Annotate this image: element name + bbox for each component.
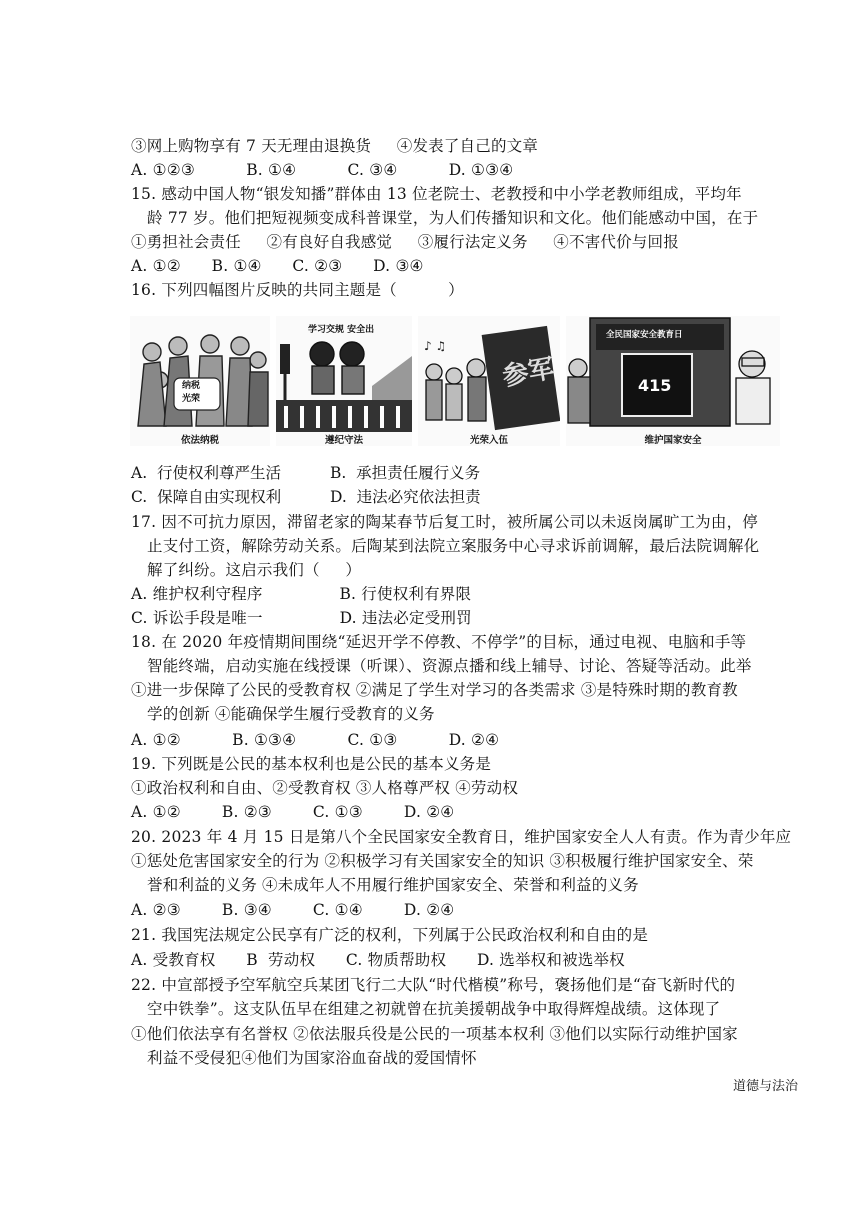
text-line-b-1: 止支付工资，解除劳动关系。后陶某到法院立案服务中心寻求诉前调解，最后法院调解化 <box>147 537 760 555</box>
text-line-b-0: 17. 因不可抗力原因，滞留老家的陶某春节后复工时，被所属公司以未返岗属旷工为由，停 <box>131 513 758 531</box>
text-line-b-2: 解了纠纷。这启示我们（ ） <box>147 561 362 579</box>
badge-415: 415 <box>638 376 672 395</box>
text-line-b-13: 20. 2023 年 4 月 15 日是第八个全民国家安全教育日，维护国家安全人人有责。作为青少年应 <box>131 828 792 846</box>
caption-traffic: 遵纪守法 <box>324 435 363 446</box>
q16-option-c: C. 保障自由实现权利 <box>131 488 282 506</box>
text-line-2: 15. 感动中国人物“银发知播”群体由 13 位老院士、老教授和中小学老教师组成，平均年 <box>131 185 742 203</box>
text-line-b-11: ①政治权利和自由、②受教育权 ③人格尊严权 ④劳动权 <box>131 779 519 797</box>
security-panel-tag: 全民国家安全教育日 <box>606 330 683 340</box>
q16-panel-tax <box>130 316 270 446</box>
text-line-b-8: 学的创新 ④能确保学生履行受教育的义务 <box>147 705 435 723</box>
text-line-b-21: ①他们依法享有名誉权 ②依法服兵役是公民的一项基本权利 ③他们以实际行动维护国家 <box>131 1025 738 1043</box>
traffic-panel-tag: 学习交规 安全出 <box>308 325 375 335</box>
tax-panel-tag: 纳税 光荣 <box>182 381 201 404</box>
text-line-b-10: 19. 下列既是公民的基本权利也是公民的基本义务是 <box>131 755 492 773</box>
q16-option-b: B. 承担责任履行义务 <box>330 464 481 482</box>
text-line-b-18: A. 受教育权 B 劳动权 C. 物质帮助权 D. 选举权和被选举权 <box>131 951 625 969</box>
text-line-3: 龄 77 岁。他们把短视频变成科普课堂，为人们传播知识和文化。他们能感动中国，在于 <box>147 209 759 227</box>
q16-panel-security <box>566 316 780 446</box>
caption-tax: 依法纳税 <box>180 435 219 446</box>
enlist-panel-tag: 参军 <box>500 353 557 393</box>
q16-option-a: A. 行使权利尊严生活 <box>131 464 281 482</box>
caption-security: 维护国家安全 <box>644 435 702 446</box>
text-line-b-5: 18. 在 2020 年疫情期间围绕“延迟开学不停教、不停学”的目标，通过电视、电脑和手等 <box>131 633 747 651</box>
text-line-b-4: C. 诉讼手段是唯一 D. 违法必定受刑罚 <box>131 609 472 627</box>
q16-panel-traffic <box>276 316 412 446</box>
text-line-b-22: 利益不受侵犯④他们为国家浴血奋战的爱国情怀 <box>147 1049 477 1067</box>
text-line-1: A. ①②③ B. ①④ C. ③④ D. ①③④ <box>131 161 514 179</box>
subject-footer: 道德与法治 <box>732 1079 798 1094</box>
text-line-b-19: 22. 中宣部授予空军航空兵某团飞行二大队“时代楷模”称号，褒扬他们是“奋飞新时代的 <box>131 976 736 994</box>
text-line-0: ③网上购物享有 7 天无理由退换货 ④发表了自己的文章 <box>131 137 539 155</box>
text-line-b-17: 21. 我国宪法规定公民享有广泛的权利，下列属于公民政治权利和自由的是 <box>131 926 649 944</box>
q16-panel-enlist <box>418 316 560 446</box>
text-line-b-3: A. 维护权利守程序 B. 行使权利有界限 <box>131 585 472 603</box>
traffic-illustration <box>276 316 412 446</box>
text-line-6: 16. 下列四幅图片反映的共同主题是（ ） <box>131 281 464 299</box>
text-line-b-12: A. ①② B. ②③ C. ①③ D. ②④ <box>131 803 455 821</box>
svg-text:♪ ♫: ♪ ♫ <box>424 339 447 353</box>
text-line-4: ①勇担社会责任 ②有良好自我感觉 ③履行法定义务 ④不害代价与回报 <box>131 233 679 251</box>
text-line-b-7: ①进一步保障了公民的受教育权 ②满足了学生对学习的各类需求 ③是特殊时期的教育教 <box>131 681 738 699</box>
text-line-b-16: A. ②③ B. ③④ C. ①④ D. ②④ <box>131 901 455 919</box>
text-line-b-15: 誉和利益的义务 ④未成年人不用履行维护国家安全、荣誉和利益的义务 <box>147 876 639 894</box>
text-line-b-20: 空中铁拳”。这支队伍早在组建之初就曾在抗美援朝战争中取得辉煌战绩。这体现了 <box>147 1000 721 1018</box>
q16-figure-row <box>130 316 780 446</box>
q16-option-d: D. 违法必究依法担责 <box>330 488 481 506</box>
text-line-b-6: 智能终端，启动实施在线授课（听课）、资源点播和线上辅导、讨论、答疑等活动。此举 <box>147 657 752 675</box>
text-line-b-9: A. ①② B. ①③④ C. ①③ D. ②④ <box>131 731 500 749</box>
text-line-b-14: ①惩处危害国家安全的行为 ②积极学习有关国家安全的知识 ③积极履行维护国家安全、荣 <box>131 852 754 870</box>
caption-enlist: 光荣入伍 <box>469 435 508 446</box>
text-line-5: A. ①② B. ①④ C. ②③ D. ③④ <box>131 257 424 275</box>
